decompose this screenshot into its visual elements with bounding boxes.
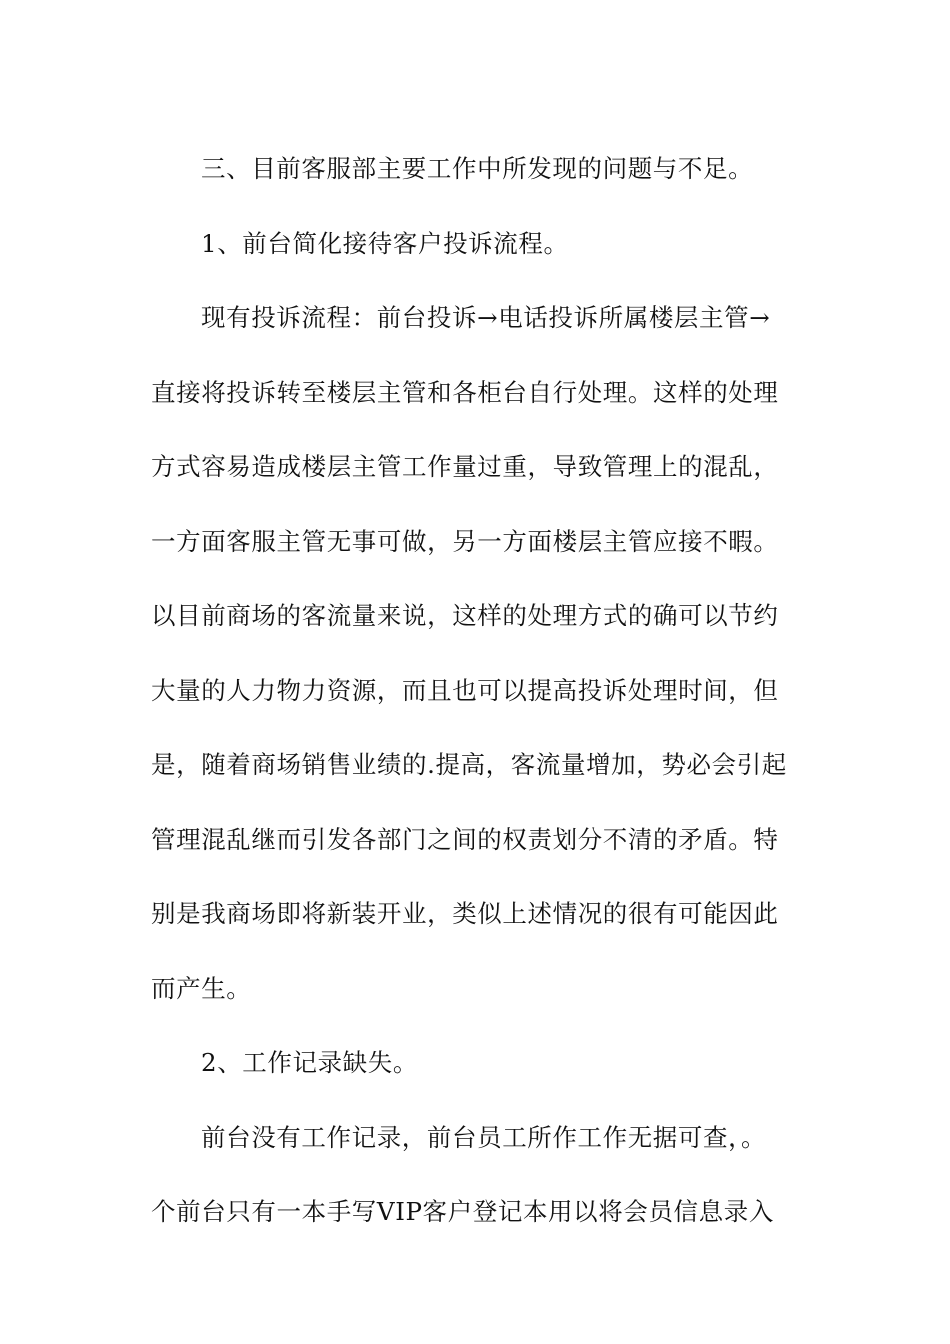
subheading-complaint-process: 1、前台简化接待客户投诉流程。 — [201, 228, 569, 258]
paragraph-line: 大量的人力物力资源，而且也可以提高投诉处理时间，但 — [151, 675, 779, 705]
paragraph-line: 个前台只有一本手写VIP客户登记本用以将会员信息录入 — [151, 1197, 774, 1226]
paragraph-line: 管理混乱继而引发各部门之间的权责划分不清的矛盾。特 — [151, 824, 779, 854]
paragraph-line: 以目前商场的客流量来说，这样的处理方式的确可以节约 — [151, 601, 779, 630]
paragraph-line: 前台没有工作记录，前台员工所作工作无据可查，。 — [201, 1122, 767, 1152]
paragraph-line: 方式容易造成楼层主管工作量过重，导致管理上的混乱， — [151, 452, 779, 481]
paragraph-line: 别是我商场即将新装开业，类似上述情况的很有可能因此 — [151, 899, 779, 928]
subheading-work-records: 2、工作记录缺失。 — [201, 1048, 418, 1077]
paragraph-line: 直接将投诉转至楼层主管和各柜台自行处理。这样的处理 — [151, 377, 779, 407]
paragraph-line: 是，随着商场销售业绩的.提高，客流量增加，势必会引起 — [151, 750, 787, 779]
section-heading: 三、目前客服部主要工作中所发现的问题与不足。 — [201, 154, 754, 183]
paragraph-line: 一方面客服主管无事可做，另一方面楼层主管应接不暇。 — [151, 526, 779, 556]
document-body — [151, 132, 811, 1250]
paragraph-line: 而产生。 — [151, 973, 252, 1003]
paragraph-line: 现有投诉流程：前台投诉→电话投诉所属楼层主管→ — [201, 303, 771, 332]
